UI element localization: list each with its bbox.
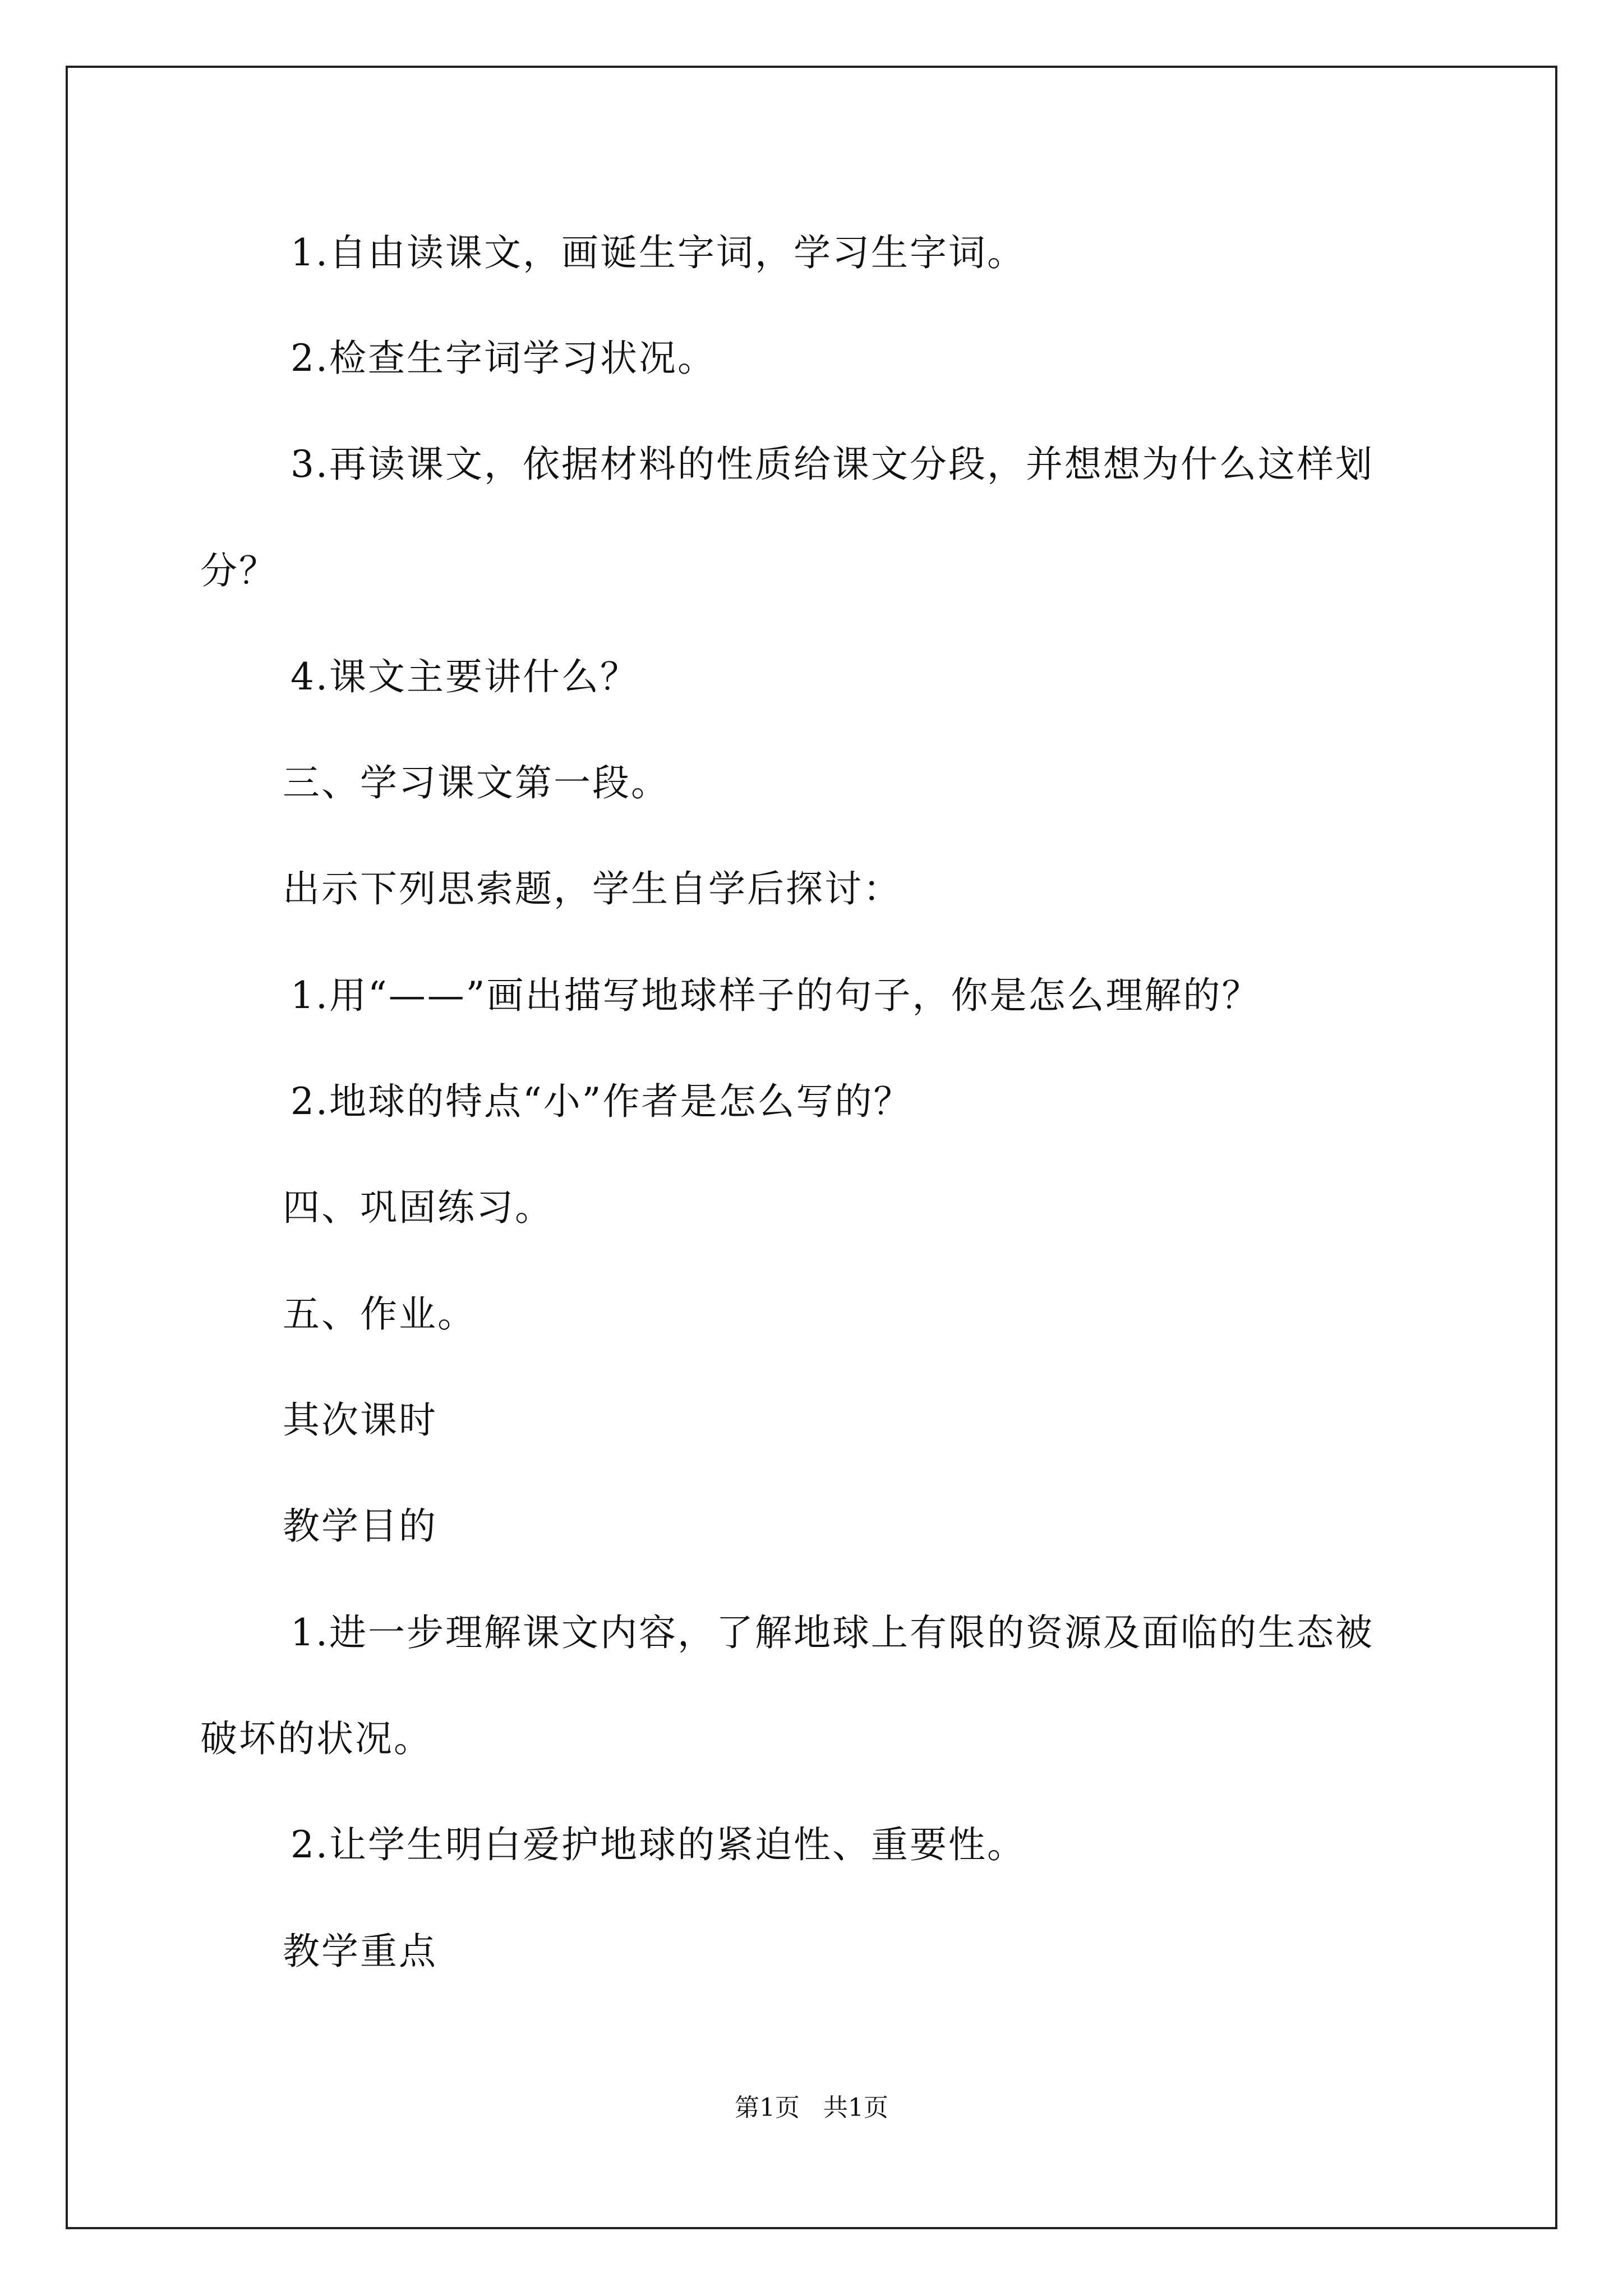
text-line: 2.检查生字词学习状况。 [291,337,716,380]
text-line: 其次课时 [283,1398,437,1442]
text-line: 2.让学生明白爱护地球的紧迫性、重要性。 [291,1823,1026,1866]
text-line: 分？ [200,549,278,592]
text-line: 四、巩固练习。 [283,1186,554,1229]
page-border [66,66,1557,2229]
text-line: 4.课文主要讲什么？ [291,655,639,698]
text-line: 三、学习课文第一段。 [283,761,670,804]
text-line: 教学重点 [283,1930,437,1973]
text-line: 破坏的状况。 [200,1717,432,1760]
text-line: 1.自由读课文，画诞生字词，学习生字词。 [291,231,1026,274]
text-line: 2.地球的特点“小”作者是怎么写的？ [291,1080,912,1123]
text-line: 出示下列思索题，学生自学后探讨： [283,867,902,910]
text-line: 教学目的 [283,1504,437,1548]
text-line: 1.进一步理解课文内容，了解地球上有限的资源及面临的生态被 [291,1611,1374,1654]
page-footer: 第1页 共1页 [735,2093,888,2122]
text-line: 五、作业。 [283,1292,476,1336]
text-line: 3.再读课文，依据材料的性质给课文分段，并想想为什么这样划 [291,443,1374,486]
text-line: 1.用“——”画出描写地球样子的句子，你是怎么理解的？ [291,974,1261,1017]
